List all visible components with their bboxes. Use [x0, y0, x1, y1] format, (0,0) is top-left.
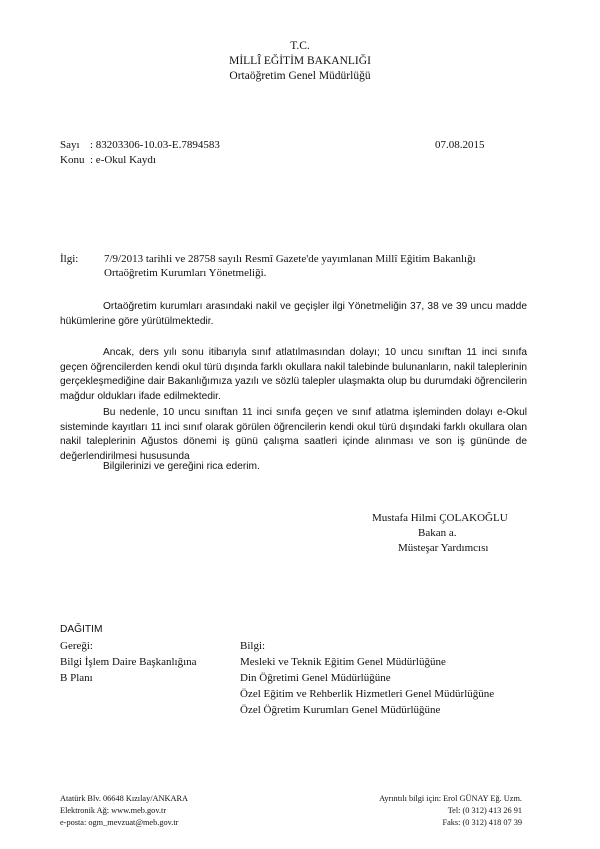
footer-address: Atatürk Blv. 06648 Kızılay/ANKARA	[60, 794, 189, 803]
footer-email: e-posta: ogm_mevzuat@meb.gov.tr	[60, 818, 179, 827]
body-paragraph-1: Ortaöğretim kurumları arasındaki nakil ve geçişler ilgi Yönetmeliğin 37, 38 ve 39 uncu madde hükümlerine göre yürütülmektedir.	[60, 301, 527, 327]
distribution-heading: DAĞITIM	[60, 624, 103, 635]
document-date: 07.08.2015	[435, 139, 485, 151]
bilgi-label: Bilgi:	[240, 640, 266, 652]
signatory-title-1: Bakan a.	[418, 527, 457, 539]
sayi-value: : 83203306-10.03-E.7894583	[90, 139, 220, 151]
signatory-name: Mustafa Hilmi ÇOLAKOĞLU	[372, 512, 508, 524]
ilgi-label: İlgi:	[60, 253, 79, 265]
closing-line: Bilgilerinizi ve gereğini rica ederim.	[103, 461, 260, 472]
body-paragraph-2: Ancak, ders yılı sonu itibarıyla sınıf atlatılmasından dolayı; 10 uncu sınıftan 11 inci sınıfa geçen öğrencilerden kendi okul türü dışında farklı okullara nakil talebinde bulunanların, nakil taleplerinin gerçekleşmediğine dair Bakanlığımıza yazılı ve sözlü talepler ulaşmakta olup bu durumdaki öğrencilerin mağdur oldukları ifade edilmektedir.	[60, 347, 527, 402]
konu-label: Konu	[60, 154, 85, 166]
bilgi-item: Din Öğretimi Genel Müdürlüğüne	[240, 672, 391, 684]
gereği-label: Gereği:	[60, 640, 93, 652]
konu-value: : e-Okul Kaydı	[90, 154, 156, 166]
header-directorate: Ortaöğretim Genel Müdürlüğü	[229, 70, 371, 82]
footer-fax: Faks: (0 312) 418 07 39	[442, 818, 522, 827]
footer-phone: Tel: (0 312) 413 26 91	[447, 806, 522, 815]
ilgi-line1: 7/9/2013 tarihli ve 28758 sayılı Resmî Gazete'de yayımlanan Millî Eğitim Bakanlığı	[104, 253, 476, 265]
footer-contact-person: Ayrıntılı bilgi için: Erol GÜNAY Eğ. Uzm.	[379, 794, 522, 803]
bilgi-item: Özel Öğretim Kurumları Genel Müdürlüğüne	[240, 704, 441, 716]
body-paragraph-3: Bu nedenle, 10 uncu sınıftan 11 inci sınıfa geçen ve sınıf atlatma işleminden dolayı e-Okul sisteminde kayıtları 11 inci sınıf olarak görülen öğrencilerin kendi okul türü dışındaki farklı okullara olan nakil taleplerinin Ağustos dönemi iş günü çalışma saatleri içinde alınması ve son iş gününde de değerlendirilmesi hususunda	[60, 407, 527, 462]
header-tc: T.C.	[290, 40, 310, 52]
header-ministry: MİLLÎ EĞİTİM BAKANLIĞI	[229, 55, 371, 67]
gereği-item: B Planı	[60, 672, 93, 684]
signatory-title-2: Müsteşar Yardımcısı	[398, 542, 489, 554]
ilgi-line2: Ortaöğretim Kurumları Yönetmeliği.	[104, 267, 267, 279]
bilgi-item: Mesleki ve Teknik Eğitim Genel Müdürlüğüne	[240, 656, 446, 668]
bilgi-item: Özel Eğitim ve Rehberlik Hizmetleri Genel Müdürlüğüne	[240, 688, 495, 700]
gereği-item: Bilgi İşlem Daire Başkanlığına	[60, 656, 197, 668]
sayi-label: Sayı	[60, 139, 80, 151]
footer-website: Elektronik Ağ: www.meb.gov.tr	[60, 806, 167, 815]
